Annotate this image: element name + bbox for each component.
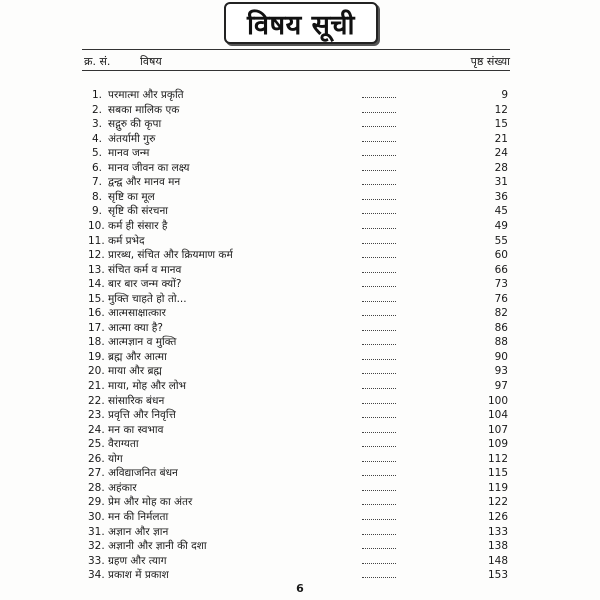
entry-topic: आत्मज्ञान व मुक्ति (108, 336, 177, 349)
dot-leader (362, 301, 396, 302)
entry-page-number: 86 (494, 321, 508, 334)
list-item (0, 132, 600, 147)
entry-topic: सांसारिक बंधन (108, 394, 165, 407)
entry-topic: कर्म प्रभेद (108, 234, 145, 247)
entry-number: 8. (92, 190, 103, 203)
dot-leader (362, 432, 396, 433)
entry-topic: मन का स्वभाव (108, 423, 164, 436)
entry-topic: माया और ब्रह्म (108, 365, 162, 378)
entry-topic: सृष्टि का मूल (108, 190, 155, 203)
entry-page-number: 36 (494, 190, 508, 203)
list-item (0, 364, 600, 379)
entry-topic: बार बार जन्म क्यों? (108, 278, 182, 291)
entry-page-number: 9 (501, 89, 508, 101)
entry-number: 19. (88, 350, 105, 363)
list-item (0, 219, 600, 234)
list-item (0, 306, 600, 321)
list-item (0, 103, 600, 118)
entry-topic: अंतर्यामी गुरु (108, 132, 156, 145)
dot-leader (362, 272, 396, 273)
entry-page-number: 24 (494, 147, 508, 160)
entry-number: 26. (88, 452, 105, 465)
dot-leader (362, 257, 396, 258)
list-item (0, 234, 600, 249)
entry-topic: मानव जीवन का लक्ष्य (108, 161, 190, 174)
dot-leader (362, 403, 396, 404)
entry-page-number: 82 (494, 307, 508, 320)
entry-number: 30. (88, 510, 105, 523)
entry-page-number: 115 (487, 467, 508, 480)
entry-topic: वैराग्यता (108, 438, 139, 451)
dot-leader (362, 330, 396, 331)
entry-number: 34. (88, 569, 105, 582)
list-item (0, 394, 600, 409)
list-item (0, 277, 600, 292)
header-bottom-rule (82, 70, 510, 71)
list-item (0, 321, 600, 336)
entry-page-number: 49 (494, 219, 508, 232)
dot-leader (362, 184, 396, 185)
entry-number: 24. (88, 423, 105, 436)
entry-number: 14. (88, 278, 105, 291)
entry-topic: अज्ञान और ज्ञान (108, 525, 169, 538)
list-item (0, 335, 600, 350)
entry-number: 28. (88, 481, 105, 494)
entry-number: 4. (92, 132, 103, 145)
page-title: विषय सूची (246, 9, 356, 41)
list-item (0, 408, 600, 423)
entry-number: 31. (88, 525, 105, 538)
entry-number: 11. (88, 234, 105, 247)
entry-page-number: 28 (494, 161, 508, 174)
dot-leader (362, 359, 396, 360)
entry-page-number: 88 (494, 336, 508, 349)
entry-page-number: 12 (494, 103, 508, 116)
entry-number: 27. (88, 467, 105, 480)
dot-leader (362, 344, 396, 345)
entry-number: 29. (88, 496, 105, 509)
entry-page-number: 76 (494, 292, 508, 305)
entry-topic: मुक्ति चाहते हो तो... (108, 292, 187, 305)
entry-topic: द्वन्द्व और मानव मन (108, 176, 181, 189)
entry-page-number: 138 (487, 540, 508, 553)
list-item (0, 146, 600, 161)
entry-page-number: 21 (494, 132, 508, 145)
entry-page-number: 109 (487, 438, 508, 451)
dot-leader (362, 213, 396, 214)
dot-leader (362, 155, 396, 156)
entry-page-number: 153 (487, 569, 508, 582)
entry-page-number: 107 (487, 423, 508, 436)
entry-number: 23. (88, 409, 105, 422)
list-item (0, 263, 600, 278)
list-item (0, 161, 600, 176)
entry-page-number: 133 (487, 525, 508, 538)
entry-number: 21. (88, 380, 105, 392)
dot-leader (362, 286, 396, 287)
header-page: पृष्ठ संख्या (470, 55, 510, 68)
dot-leader (362, 228, 396, 229)
entry-page-number: 31 (494, 176, 508, 189)
entry-topic: प्रवृत्ति और निवृत्ति (108, 409, 176, 422)
entry-page-number: 100 (487, 394, 508, 407)
title-banner (224, 2, 378, 44)
dot-leader (362, 243, 396, 244)
dot-leader (362, 563, 396, 564)
dot-leader (362, 490, 396, 491)
list-item (0, 175, 600, 190)
list-item (0, 292, 600, 307)
header-subject: विषय (140, 55, 162, 68)
entry-number: 1. (92, 89, 103, 101)
list-item (0, 248, 600, 263)
entry-number: 22. (88, 394, 105, 407)
list-item (0, 510, 600, 525)
dot-leader (362, 199, 396, 200)
entry-number: 32. (88, 540, 105, 553)
entry-page-number: 122 (487, 496, 508, 509)
entry-page-number: 90 (494, 350, 508, 363)
entry-number: 10. (88, 219, 105, 232)
entry-page-number: 112 (487, 452, 508, 465)
entry-number: 5. (92, 147, 103, 160)
list-item (0, 423, 600, 438)
entry-number: 13. (88, 263, 105, 276)
entry-page-number: 60 (494, 249, 508, 262)
entry-page-number: 126 (487, 510, 508, 523)
dot-leader (362, 388, 396, 389)
dot-leader (362, 126, 396, 127)
entry-topic: माया, मोह और लोभ (108, 380, 186, 392)
entry-number: 15. (88, 292, 105, 305)
entry-topic: परमात्मा और प्रकृति (108, 89, 184, 101)
entry-number: 25. (88, 438, 105, 451)
list-item (0, 437, 600, 452)
entry-page-number: 15 (494, 118, 508, 131)
entry-topic: आत्मसाक्षात्कार (108, 307, 166, 320)
entry-topic: संचित कर्म व मानव (108, 263, 182, 276)
dot-leader (362, 519, 396, 520)
dot-leader (362, 446, 396, 447)
entry-number: 33. (88, 554, 105, 567)
entry-page-number: 66 (494, 263, 508, 276)
list-item (0, 568, 600, 583)
entry-page-number: 45 (494, 205, 508, 218)
dot-leader (362, 373, 396, 374)
entry-number: 17. (88, 321, 105, 334)
list-item (0, 190, 600, 205)
entry-topic: सृष्टि की संरचना (108, 205, 169, 218)
entry-page-number: 148 (487, 554, 508, 567)
list-item (0, 495, 600, 510)
dot-leader (362, 504, 396, 505)
entry-number: 3. (92, 118, 103, 131)
entry-topic: अविद्याजनित बंधन (108, 467, 178, 480)
entry-number: 6. (92, 161, 103, 174)
dot-leader (362, 548, 396, 549)
dot-leader (362, 534, 396, 535)
entry-page-number: 73 (494, 278, 508, 291)
dot-leader (362, 112, 396, 113)
entry-topic: प्रारब्ध, संचित और क्रियमाण कर्म (108, 249, 233, 262)
list-item (0, 452, 600, 467)
list-item (0, 379, 600, 394)
list-item (0, 204, 600, 219)
dot-leader (362, 577, 396, 578)
entry-topic: मन की निर्मलता (108, 510, 169, 523)
entry-topic: प्रकाश में प्रकाश (108, 569, 169, 582)
entry-topic: ब्रह्म और आत्मा (108, 350, 167, 363)
entry-topic: प्रेम और मोह का अंतर (108, 496, 193, 509)
dot-leader (362, 417, 396, 418)
list-item (0, 117, 600, 132)
entry-number: 16. (88, 307, 105, 320)
dot-leader (362, 315, 396, 316)
entry-page-number: 119 (487, 481, 508, 494)
entry-page-number: 93 (494, 365, 508, 378)
entry-topic: आत्मा क्या है? (108, 321, 163, 334)
entry-number: 20. (88, 365, 105, 378)
entry-topic: अहंकार (108, 481, 137, 494)
dot-leader (362, 475, 396, 476)
dot-leader (362, 170, 396, 171)
list-item (0, 88, 600, 103)
entry-page-number: 97 (494, 380, 508, 392)
entry-number: 18. (88, 336, 105, 349)
list-item (0, 554, 600, 569)
list-item (0, 466, 600, 481)
entry-topic: कर्म ही संसार है (108, 219, 168, 232)
entry-number: 2. (92, 103, 103, 116)
entry-topic: सद्गुरु की कृपा (108, 118, 162, 131)
list-item (0, 350, 600, 365)
list-item (0, 525, 600, 540)
dot-leader (362, 141, 396, 142)
list-item (0, 481, 600, 496)
page-number: 6 (296, 582, 304, 595)
entry-topic: अज्ञानी और ज्ञानी की दशा (108, 540, 207, 553)
entry-page-number: 104 (487, 409, 508, 422)
entry-page-number: 55 (494, 234, 508, 247)
entry-topic: योग (108, 452, 123, 465)
header-top-rule (82, 49, 510, 50)
entry-topic: सबका मालिक एक (108, 103, 180, 116)
entry-topic: ग्रहण और त्याग (108, 554, 167, 567)
dot-leader (362, 97, 396, 98)
entry-number: 12. (88, 249, 105, 262)
list-item (0, 539, 600, 554)
entry-number: 9. (92, 205, 103, 218)
entry-topic: मानव जन्म (108, 147, 150, 160)
dot-leader (362, 461, 396, 462)
header-serial: क्र. सं. (84, 55, 111, 68)
entry-number: 7. (92, 176, 103, 189)
